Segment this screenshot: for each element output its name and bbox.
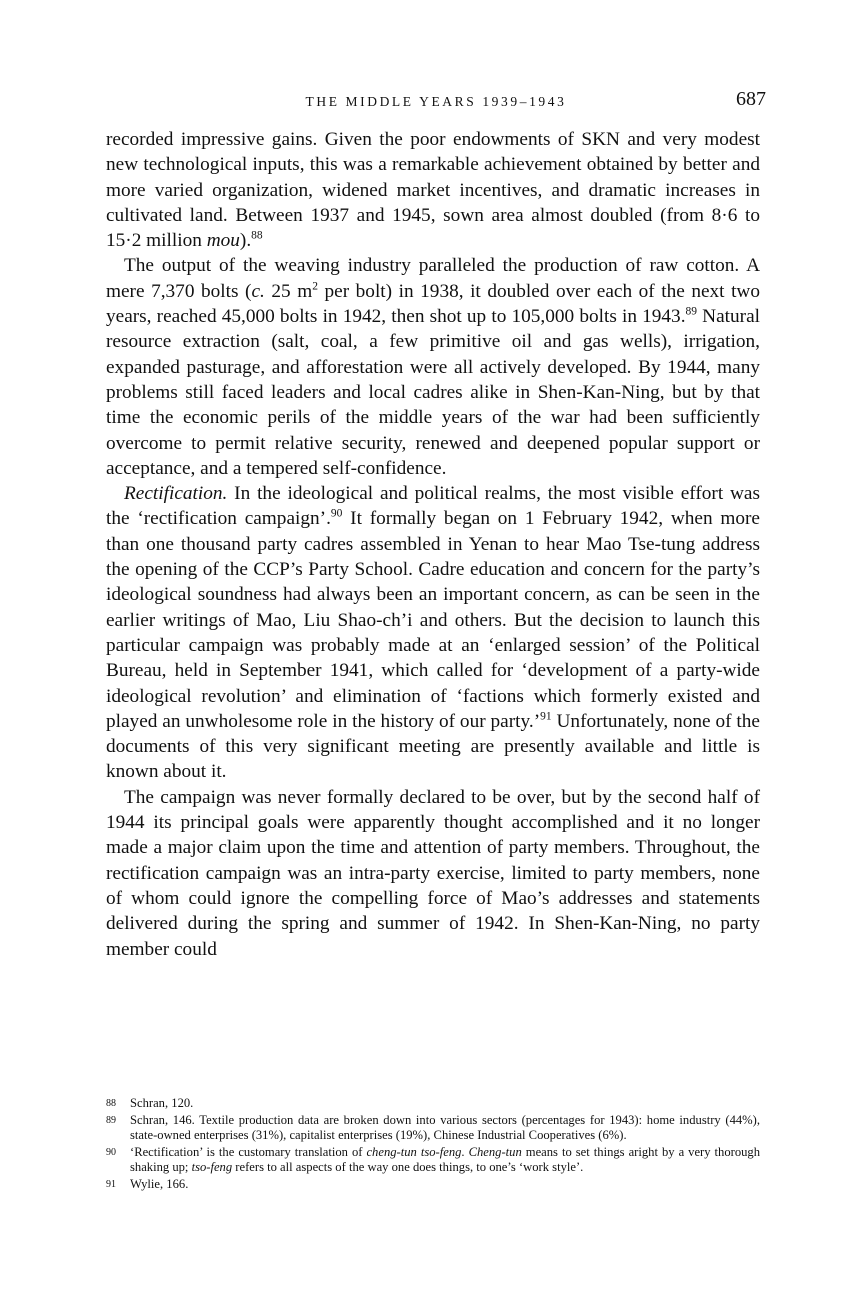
footnote-number: 90 [106, 1146, 116, 1158]
footnote-ref-89: 89 [685, 305, 698, 318]
footnote-ref-88: 88 [251, 229, 263, 242]
running-title: THE MIDDLE YEARS 1939–1943 [305, 94, 567, 109]
paragraph-2 [106, 253, 760, 481]
term-cheng-tun: Cheng-tun [468, 1144, 522, 1159]
paragraph-3-text-b: It formally began on 1 February 1942, when more than one thousand party cadres assembled in Yenan to hear Mao Tse-tung address the opening of the CCP’s Party School. Cadre education and concern for the party’s ideological soundness had always been an important concern, as can be seen in the earlier writings of Mao, Liu Shao-ch’i and others. But the decision to launch this particular campaign was probably made at an ‘enlarged session’ of the Political Bureau, held in September 1941, which called for ‘development of a party-wide ideological revolution’ and elimination of ‘factions which formerly existed and played an unwholesome role in the history of our party.’ [106, 508, 760, 732]
paragraph-3-text: In the ideological and political realms, the most visible effort was the ‘rectification campaign’. [106, 483, 760, 530]
paragraph-2-text-b: 25 m [264, 280, 313, 302]
footnote-text: . [461, 1144, 469, 1159]
paragraph-2-text: The output of the weaving industry paralleled the production of raw cotton. A mere 7,370 bolts ( [106, 255, 760, 302]
footnote-text: refers to all aspects of the way one does things, to one’s ‘work style’. [232, 1160, 584, 1175]
footnote-number: 91 [106, 1178, 116, 1190]
body-text [106, 127, 760, 962]
footnote-text: Schran, 120. [130, 1096, 194, 1110]
footnote-91 [106, 1177, 760, 1193]
paragraph-4: The campaign was never formally declared to be over, but by the second half of 1944 its principal goals were apparently thought accomplished and it no longer made a major claim upon the time and attention of party members. Throughout, the rectification campaign was an intra-party exercise, limited to party members, none of whom could ignore the compelling force of Mao’s addresses and statements delivered during the spring and summer of 1942. In Shen-Kan-Ning, no party member could [106, 786, 760, 960]
term-mou: mou [206, 230, 240, 252]
footnote-text: ‘Rectification’ is the customary translation of [130, 1144, 367, 1159]
footnote-number: 89 [106, 1114, 116, 1126]
paragraph-2-text-d: Natural resource extraction (salt, coal, a few primitive oil and gas wells), irrigation, expanded pasturage, and afforestation were all actively developed. By 1944, many problems still faced leaders and local cadres alike in Shen-Kan-Ning, but by that time the economic perils of the middle years of the war had been sufficiently overcome to permit relative security, renewed and deepened popular support or acceptance, and a tempered self-confidence. [106, 306, 760, 479]
squared-superscript: 2 [312, 280, 318, 293]
footnote-ref-91: 91 [540, 710, 552, 723]
footnote-number: 88 [106, 1098, 116, 1109]
circa-abbrev: c. [251, 280, 265, 302]
term-tso-feng: tso-feng [191, 1160, 233, 1175]
page-number: 687 [736, 88, 766, 110]
paragraph-2-text-c: per bolt) in 1938, it doubled over each of the next two years, reached 45,000 bolts in 1942, then shot up to 105,000 bolts in 1943. [106, 280, 760, 328]
footnote-text: means to set things aright by a very thorough shaking up; [130, 1144, 761, 1175]
paragraph-1 [106, 127, 760, 253]
paragraph-1-text: recorded impressive gains. Given the poor endowments of SKN and very modest new technological inputs, this was a remarkable achievement obtained by better and more varied organization, widened market incentives, and dramatic increases in cultivated land. Between 1937 and 1945, sown area almost doubled (from 8·6 to 15·2 million [106, 129, 760, 252]
footnote-90 [106, 1145, 760, 1176]
paragraph-3 [106, 481, 760, 785]
footnote-text: Schran, 146. Textile production data are broken down into various sectors (percentages for 1943): home industry (44%), state-owned enterprises (31%), capitalist enterprises (19%), Chinese Industrial Cooperatives (6%). [130, 1112, 760, 1143]
footnote-text: Wylie, 166. [130, 1176, 189, 1191]
term-cheng-tun-tso-feng: cheng-tun tso-feng [366, 1144, 462, 1159]
footnotes [106, 1096, 760, 1194]
section-heading-rectification: Rectification. [124, 483, 228, 505]
page-header [106, 86, 766, 118]
footnote-89 [106, 1113, 760, 1144]
footnote-ref-90: 90 [330, 508, 343, 521]
paragraph-1-text-end: ). [239, 230, 252, 252]
footnote-88 [106, 1096, 760, 1112]
paragraph-3-text-c: Unfortunately, none of the documents of this very significant meeting are presently available and little is known about it. [106, 710, 760, 783]
